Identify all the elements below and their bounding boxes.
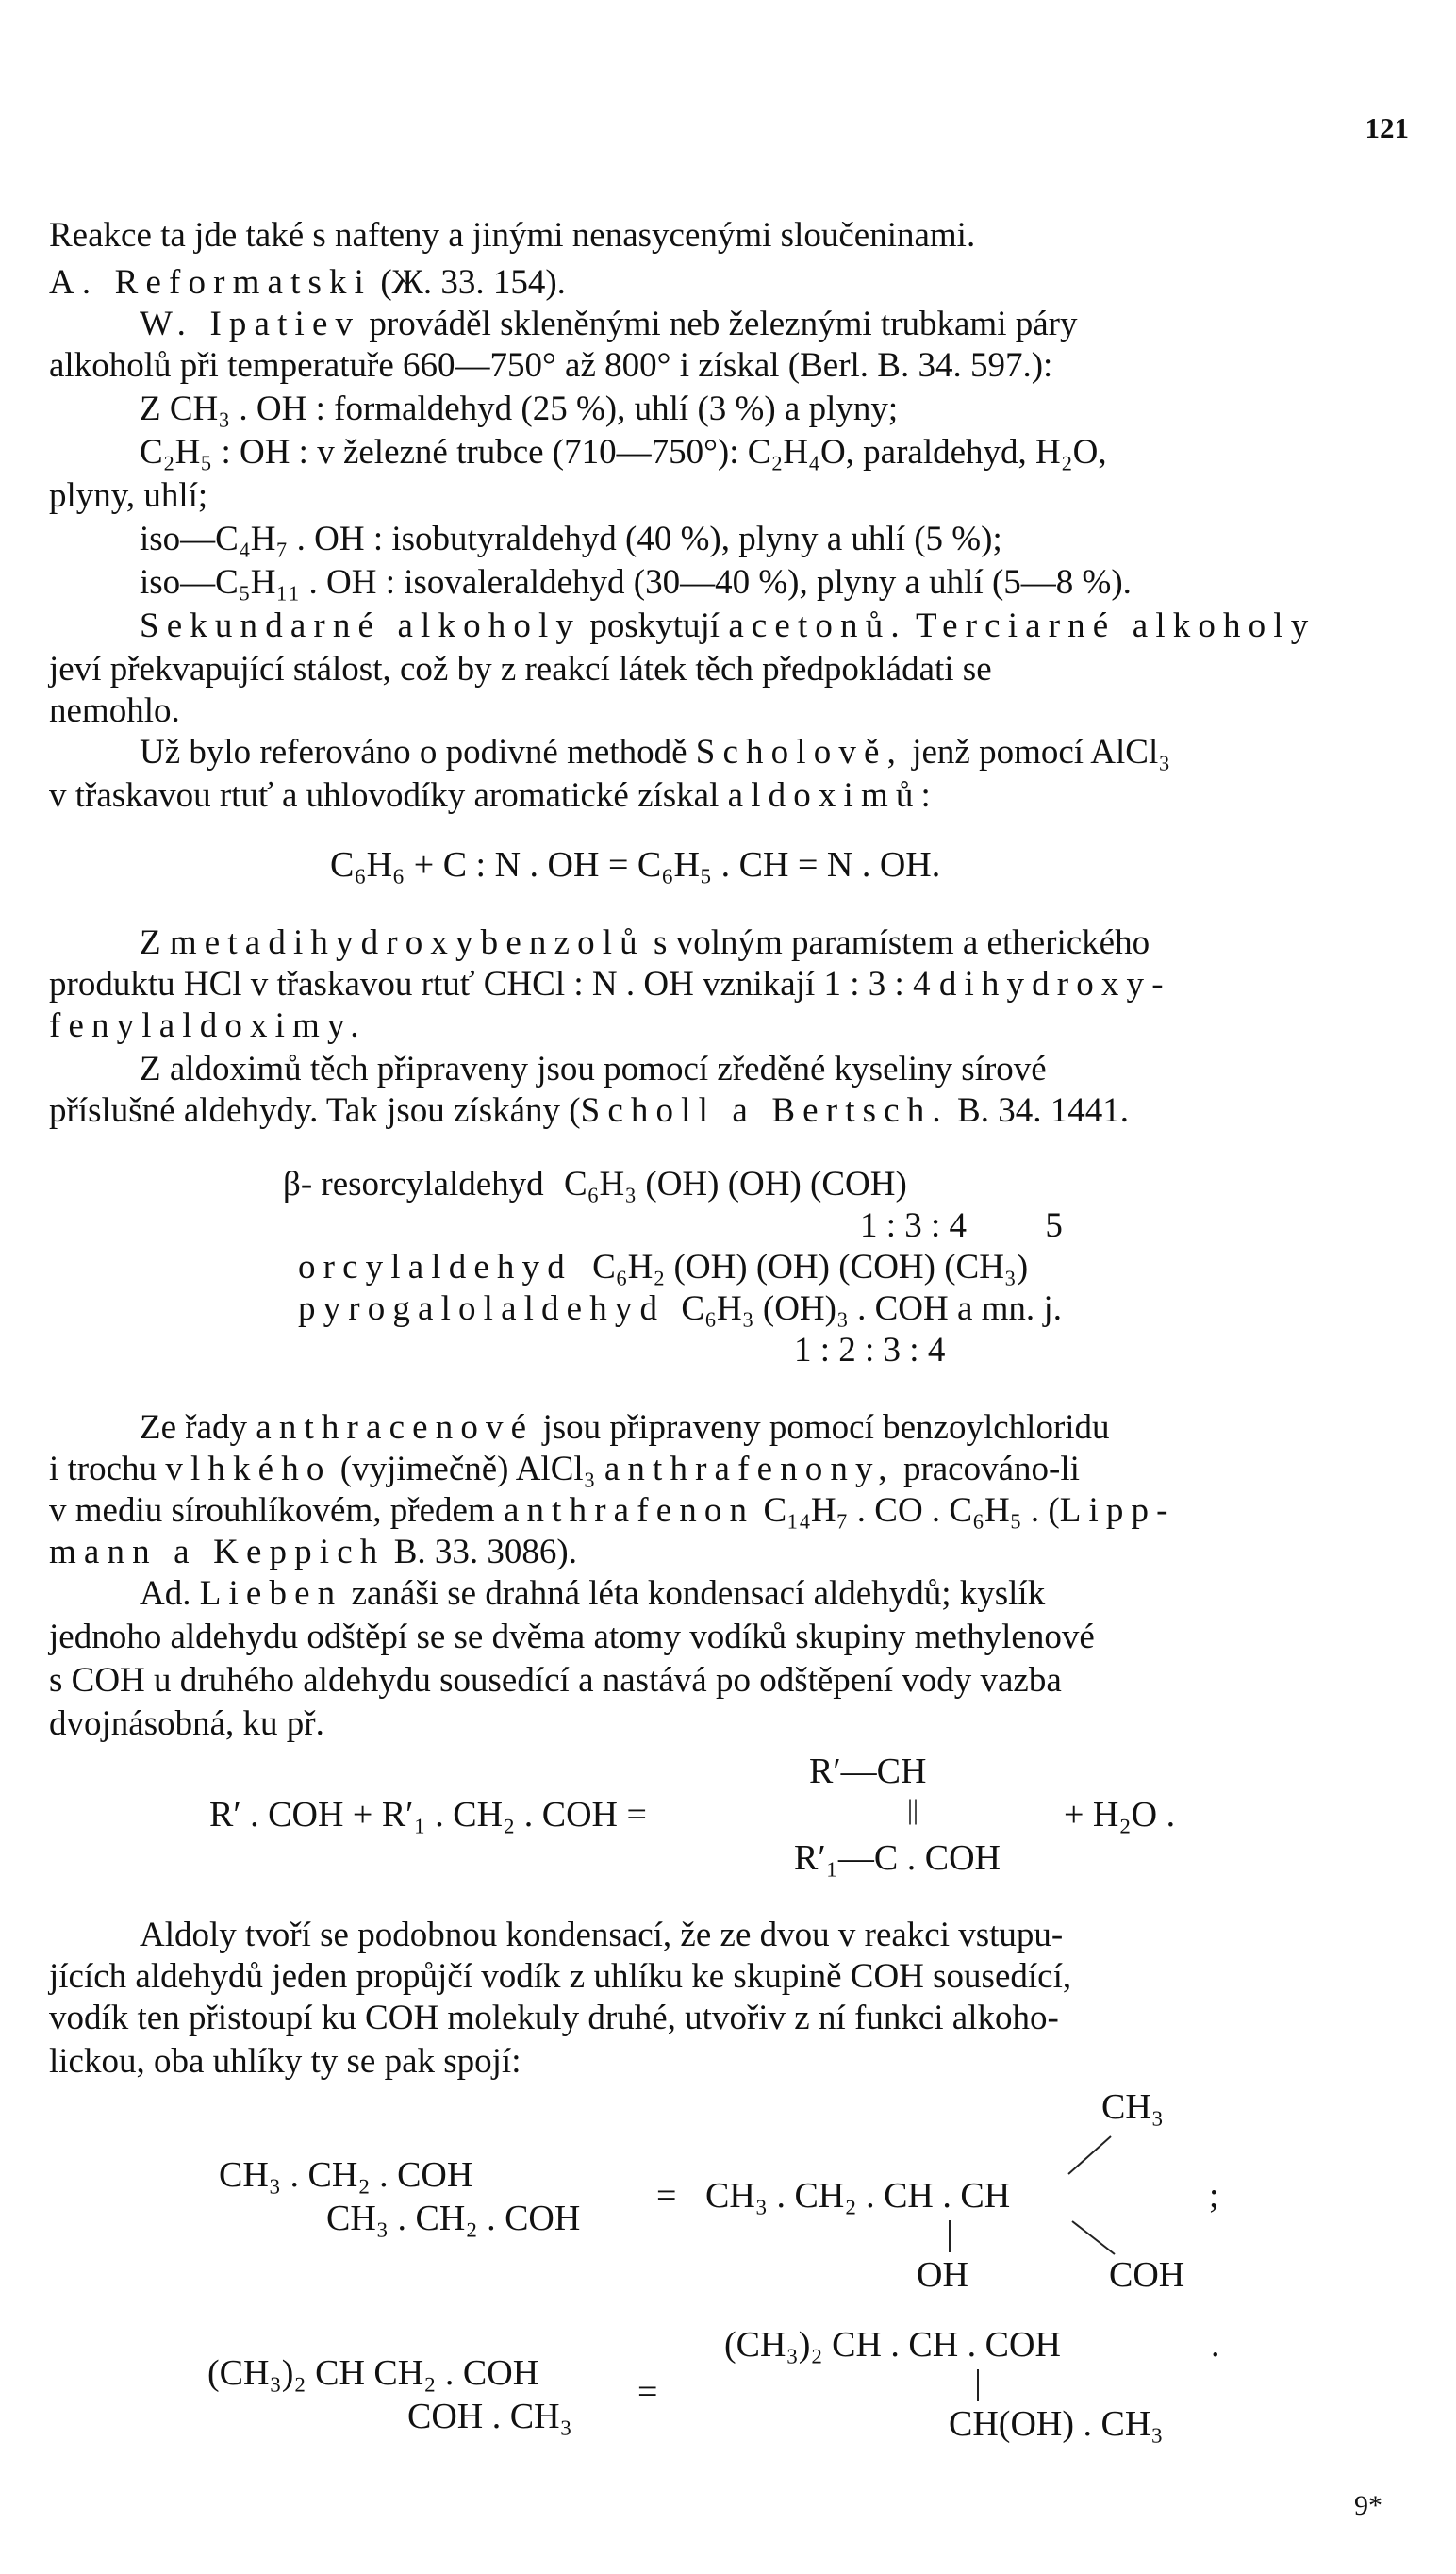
eq2-bottom: R′₁—C . COH xyxy=(794,1838,1001,1878)
eq2-left: R′ . COH + R′₁ . CH₂ . COH = xyxy=(209,1795,647,1835)
eq4-left2: COH . CH₃ xyxy=(407,2397,572,2436)
page-number: 121 xyxy=(1365,111,1409,144)
p6-line1 xyxy=(140,1407,1110,1448)
eq4-period: . xyxy=(1211,2325,1220,2365)
p6-text-e: pracováno-li xyxy=(902,1450,1080,1488)
term-sekundarne: Sekundarné alkoholy xyxy=(140,606,582,645)
eq4-equals: = xyxy=(637,2372,658,2412)
eq2-double-bond: || xyxy=(907,1794,919,1825)
term-anthrafenony: anthrafenony, xyxy=(604,1450,895,1488)
author-scholl: Scholově, xyxy=(695,733,903,772)
term-metadihydroxybenzolu: metadihydroxybenzolů xyxy=(169,923,645,962)
p4-text-b: s volným paramístem a etherického xyxy=(654,923,1150,962)
p5-ref: B. 34. 1441. xyxy=(957,1091,1129,1130)
p3-line1 xyxy=(140,732,1170,772)
eq3-bond-upper xyxy=(1064,2132,1120,2179)
p8-line2: jících aldehydů jeden propůjčí vodík z uhlíku ke skupině COH sousedící, xyxy=(49,1957,1072,1996)
p3-text-c: v třaskavou rtuť a uhlovodíky aromatické získal xyxy=(49,776,720,815)
list1-line4: iso—C₄H₇ . OH : isobutyraldehyd (40 %), plyny a uhlí (5 %); xyxy=(140,520,1002,558)
term-acetonu: acetonů. xyxy=(728,606,907,645)
eq4-left1: (CH₃)₂ CH CH₂ . COH xyxy=(207,2353,539,2393)
p8-line3: vodík ten přistoupí ku COH molekuly druhé, utvořiv z ní funkci alkoho- xyxy=(49,1999,1059,2037)
ref-reformatski: (Ж. 33. 154). xyxy=(380,263,566,302)
author-lieben: Lieben xyxy=(199,1574,343,1613)
p5-line1: Z aldoximů těch připraveny jsou pomocí zředěné kyseliny sírové xyxy=(140,1050,1047,1088)
table1-row3-positions: 1 : 2 : 3 : 4 xyxy=(794,1331,946,1370)
pyrogalolaldehyd-formula: C₆H₃ (OH)₃ . COH a mn. j. xyxy=(681,1289,1062,1328)
table1-row1 xyxy=(283,1164,907,1204)
term-dihydroxy: dihydroxy- xyxy=(938,965,1171,1004)
p3-line2 xyxy=(49,775,938,816)
p6-text-b: jsou připraveny pomocí benzoylchloridu xyxy=(542,1408,1110,1447)
eq3-main: CH₃ . CH₂ . CH . CH xyxy=(705,2176,1011,2216)
p4-line3: fenylaldoximy. xyxy=(49,1006,367,1045)
p8-line4: lickou, oba uhlíky ty se pak spojí: xyxy=(49,2042,521,2081)
term-aldoximu: aldoximů: xyxy=(727,776,938,815)
p8-line1: Aldoly tvoří se podobnou kondensací, že ze dvou v reakci vstupu- xyxy=(140,1916,1064,1954)
position-5: 5 xyxy=(1045,1206,1063,1245)
signature-mark: 9* xyxy=(1354,2490,1382,2521)
table1-row1-positions xyxy=(860,1205,1063,1246)
eq3-left1: CH₃ . CH₂ . COH xyxy=(219,2155,473,2195)
term-anthracenove: anthracenové xyxy=(256,1408,535,1447)
eq2-right: + H₂O . xyxy=(1064,1795,1176,1835)
orcylaldehyd-name: orcylaldehyd xyxy=(298,1248,572,1287)
p6-line2 xyxy=(49,1449,1080,1489)
p2-text: poskytují xyxy=(589,606,720,645)
list1-line3: plyny, uhlí; xyxy=(49,476,208,515)
p7-line2: jednoho aldehydu odštěpí se se dvěma atomy vodíků skupiny methylenové xyxy=(49,1618,1095,1656)
authors-scholl-bertsch: Scholl a Bertsch. xyxy=(580,1091,949,1130)
p2-line3: nemohlo. xyxy=(49,691,180,730)
p6-text-d: (vyjimečně) AlCl₃ xyxy=(339,1450,596,1488)
term-vlhkeho: vlhkého xyxy=(165,1450,332,1488)
beta-resorcylaldehyd-formula: C₆H₃ (OH) (OH) (COH) xyxy=(563,1165,907,1204)
eq3-oh: OH xyxy=(917,2255,968,2295)
p3-text-b: jenž pomocí AlCl₃ xyxy=(912,733,1171,772)
p4-text-c: produktu HCl v třaskavou rtuť CHCl : N . OH vznikají 1 : 3 : 4 xyxy=(49,965,931,1004)
p1-line3 xyxy=(140,304,1077,344)
list1-line1: Z CH₃ . OH : formaldehyd (25 %), uhlí (3 %) a plyny; xyxy=(140,390,899,428)
p1-line1: Reakce ta jde také s nafteny a jinými nenasycenými sloučeninami. xyxy=(49,216,976,255)
p6-text-c: i trochu xyxy=(49,1450,157,1488)
eq3-semicolon: ; xyxy=(1209,2176,1219,2216)
p2-line2: jeví překvapující stálost, což by z reakcí látek těch předpokládati se xyxy=(49,650,992,689)
eq2-top: R′—CH xyxy=(809,1752,927,1791)
authors-lippmann-keppich: mann a Keppich xyxy=(49,1533,386,1571)
p1-line2 xyxy=(49,262,566,303)
p4-line1 xyxy=(140,922,1150,963)
eq4-main: (CH₃)₂ CH . CH . COH xyxy=(724,2325,1061,2365)
eq4-bottom: CH(OH) . CH₃ xyxy=(949,2404,1164,2444)
p1-line4: alkoholů při temperatuře 660—750° až 800° i získal (Berl. B. 34. 597.): xyxy=(49,346,1053,385)
p5-text-a: příslušné aldehydy. Tak jsou získány ( xyxy=(49,1091,581,1130)
p7-line1 xyxy=(140,1573,1045,1614)
beta-resorcylaldehyd-name: β- resorcylaldehyd xyxy=(283,1165,544,1204)
term-terciarne: Terciarné alkoholy xyxy=(915,606,1316,645)
p7-text-b: zanáši se drahná léta kondensací aldehydů; kyslík xyxy=(351,1574,1046,1613)
p4-line2 xyxy=(49,964,1171,1005)
eq4-bond xyxy=(977,2369,979,2401)
eq3-ch3-top: CH₃ xyxy=(1101,2087,1165,2127)
p2-line1 xyxy=(140,606,1315,646)
equation-aldoxime: C₆H₆ + C : N . OH = C₆H₅ . CH = N . OH. xyxy=(330,845,941,885)
p6-text-a: Ze řady xyxy=(140,1408,248,1447)
p7-line3: s COH u druhého aldehydu sousedící a nastává po odštěpení vody vazba xyxy=(49,1661,1062,1700)
p6-text-f: v mediu sírouhlíkovém, předem xyxy=(49,1491,495,1530)
table1-row2 xyxy=(298,1247,1028,1287)
pyrogalolaldehyd-name: pyrogalolaldehyd xyxy=(298,1289,666,1328)
eq3-left2: CH₃ . CH₂ . COH xyxy=(326,2199,581,2238)
author-reformatski: A. Reformatski xyxy=(49,263,372,302)
term-anthrafenon: anthrafenon xyxy=(503,1491,755,1530)
author-lipp: Lipp- xyxy=(1059,1491,1176,1530)
list1-line2: C₂H₅ : OH : v železné trubce (710—750°): C₂H₄O, paraldehyd, H₂O, xyxy=(140,433,1107,472)
list1-line5: iso—C₅H₁₁ . OH : isovaleraldehyd (30—40 %), plyny a uhlí (5—8 %). xyxy=(140,563,1132,602)
p4-text-a: Z xyxy=(140,923,161,962)
table1-row3 xyxy=(298,1288,1062,1329)
p6-formula: C₁₄H₇ . CO . C₆H₅ . ( xyxy=(763,1491,1060,1530)
p6-line3 xyxy=(49,1490,1176,1531)
eq3-coh: COH xyxy=(1109,2255,1185,2295)
p3-text-a: Už bylo referováno o podivné methodě xyxy=(140,733,687,772)
p7-line4: dvojnásobná, ku př. xyxy=(49,1704,324,1743)
eq3-equals: = xyxy=(656,2176,677,2216)
p6-ref: B. 33. 3086). xyxy=(393,1533,577,1571)
p6-line4 xyxy=(49,1532,577,1572)
p5-line2 xyxy=(49,1090,1129,1131)
positions-1-3-4: 1 : 3 : 4 xyxy=(860,1206,968,1245)
p1-line3-text: prováděl skleněnými neb železnými trubkami páry xyxy=(369,305,1078,343)
orcylaldehyd-formula: C₆H₂ (OH) (OH) (COH) (CH₃) xyxy=(592,1248,1029,1287)
eq3-bond-oh xyxy=(949,2220,951,2252)
p7-text-a: Ad. xyxy=(140,1574,191,1613)
author-ipatiev: W. Ipatiev xyxy=(140,305,361,343)
